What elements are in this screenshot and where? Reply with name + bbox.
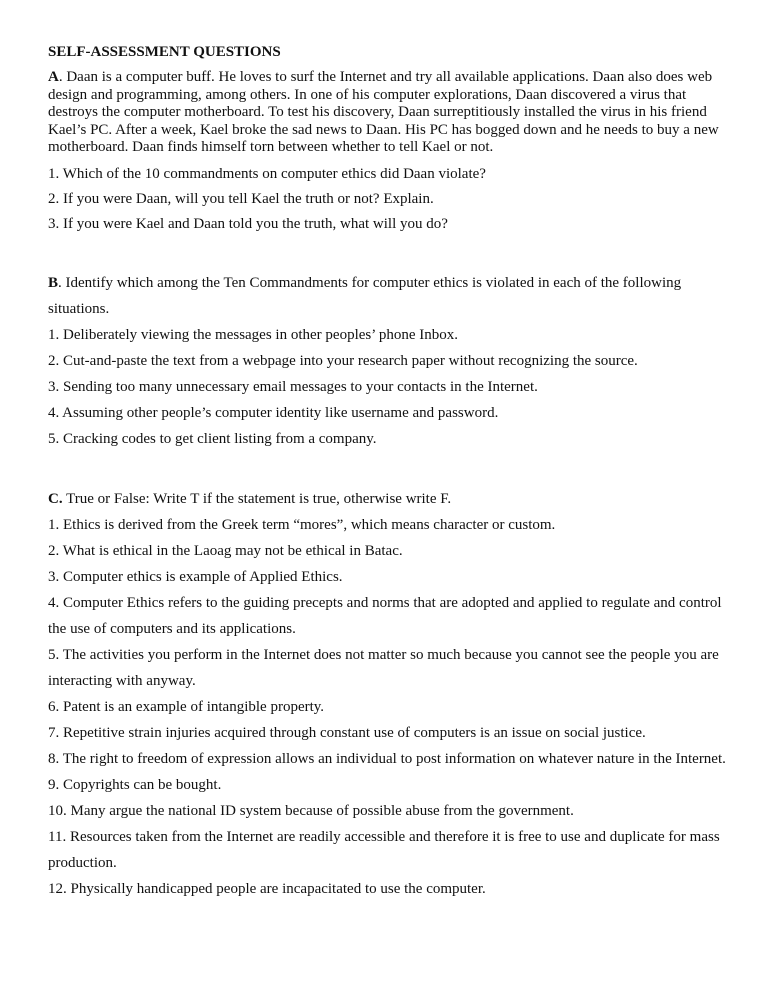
list-item: 4. Computer Ethics refers to the guiding precepts and norms that are adopted and applied to regulate and control the use of computers and its applications. bbox=[48, 595, 722, 637]
question: 2. If you were Daan, will you tell Kael the truth or not? Explain. bbox=[48, 191, 434, 207]
list-item: 6. Patent is an example of intangible property. bbox=[48, 699, 325, 715]
list-item: 7. Repetitive strain injuries acquired through constant use of computers is an issue on social justice. bbox=[48, 725, 646, 741]
list-item: 3. Computer ethics is example of Applied Ethics. bbox=[48, 569, 343, 585]
list-item: 9. Copyrights can be bought. bbox=[48, 777, 222, 793]
section-a-text: . Daan is a computer buff. He loves to surf the Internet and try all available applications. Daan also does web design and programming, among others. In one of his computer explorations, Daan discovered a virus that destroys the computer motherboard. To test his discovery, Daan surreptitiously installed the virus in his friend Kael’s PC. After a week, Kael broke the sad news to Daan. His PC has bogged down and he needs to buy a new motherboard. Daan finds himself torn between whether to tell Kael or not. bbox=[48, 69, 719, 156]
list-item: 10. Many argue the national ID system because of possible abuse from the government. bbox=[48, 803, 574, 819]
section-a bbox=[48, 69, 728, 157]
section-a-label: A bbox=[48, 69, 59, 85]
section-b-text: . Identify which among the Ten Commandments for computer ethics is violated in each of the following situations. bbox=[48, 275, 682, 317]
section-c-label: C. bbox=[48, 491, 63, 507]
section-c-text: True or False: Write T if the statement is true, otherwise write F. bbox=[62, 491, 452, 507]
section-c bbox=[48, 486, 728, 902]
section-a-questions bbox=[48, 162, 728, 237]
section-b-instructions bbox=[48, 270, 728, 322]
list-item: 5. Cracking codes to get client listing from a company. bbox=[48, 431, 377, 447]
list-item: 5. The activities you perform in the Internet does not matter so much because you cannot see the people you are interacting with anyway. bbox=[48, 647, 719, 689]
section-a-scenario bbox=[48, 69, 728, 157]
list-item: 2. Cut-and-paste the text from a webpage into your research paper without recognizing the source. bbox=[48, 353, 638, 369]
list-item: 1. Ethics is derived from the Greek term “mores”, which means character or custom. bbox=[48, 517, 556, 533]
list-item: 1. Deliberately viewing the messages in other peoples’ phone Inbox. bbox=[48, 327, 459, 343]
list-item: 4. Assuming other people’s computer identity like username and password. bbox=[48, 405, 499, 421]
section-c-instructions bbox=[48, 486, 728, 512]
section-b bbox=[48, 270, 728, 452]
list-item: 12. Physically handicapped people are incapacitated to use the computer. bbox=[48, 881, 486, 897]
list-item: 8. The right to freedom of expression allows an individual to post information on whatever nature in the Internet. bbox=[48, 751, 726, 767]
list-item: 3. Sending too many unnecessary email messages to your contacts in the Internet. bbox=[48, 379, 538, 395]
list-item: 11. Resources taken from the Internet are readily accessible and therefore it is free to use and duplicate for mass production. bbox=[48, 829, 720, 871]
section-b-label: B bbox=[48, 275, 59, 291]
document-page bbox=[48, 43, 728, 61]
list-item: 2. What is ethical in the Laoag may not be ethical in Batac. bbox=[48, 543, 403, 559]
question: 3. If you were Kael and Daan told you the truth, what will you do? bbox=[48, 216, 448, 232]
question: 1. Which of the 10 commandments on computer ethics did Daan violate? bbox=[48, 166, 486, 182]
page-title: SELF-ASSESSMENT QUESTIONS bbox=[48, 44, 281, 60]
